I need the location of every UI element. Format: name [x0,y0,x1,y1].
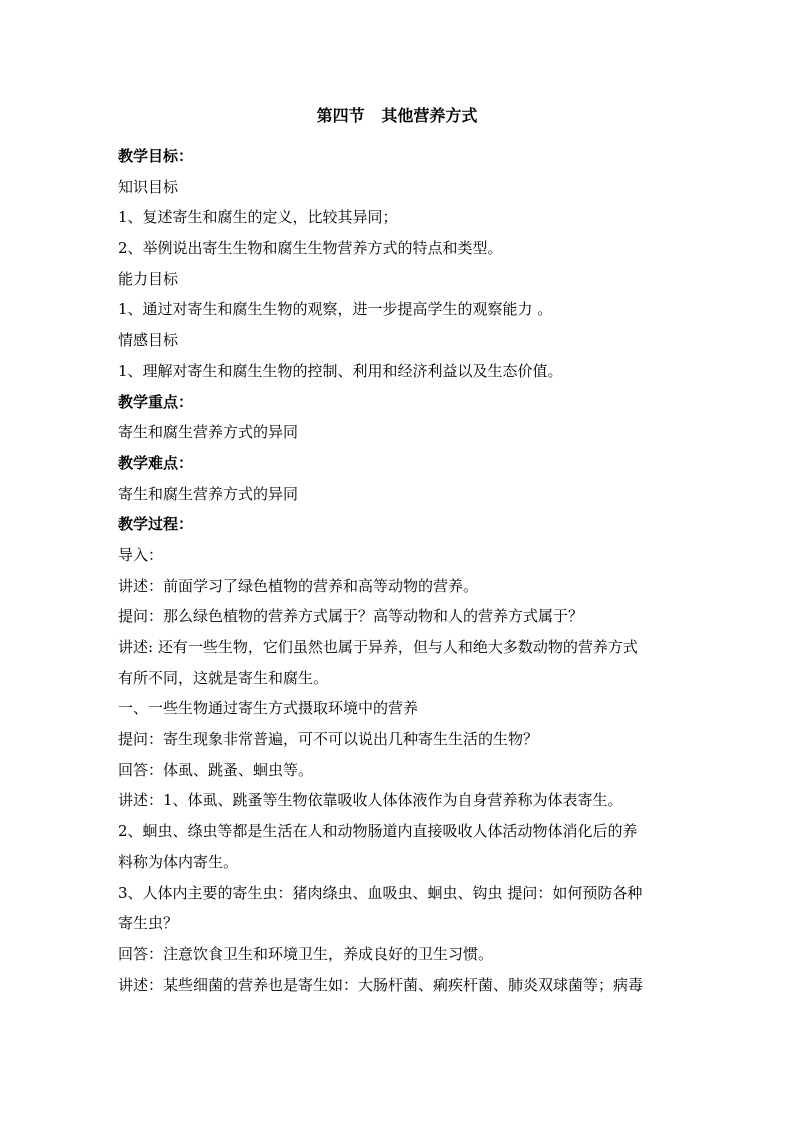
text-line: 讲述：某些细菌的营养也是寄生如：大肠杆菌、痢疾杆菌、肺炎双球菌等；病毒 [118,975,644,994]
text-line: 讲述：1、体虱、跳蚤等生物依靠吸收人体体液作为自身营养称为体表寄生。 [118,791,623,810]
text-line: 讲述: 还有一些生物，它们虽然也属于异养，但与人和绝大多数动物的营养方式 [118,638,638,656]
page-title: 第四节 其他营养方式 [316,106,478,125]
text-line: 寄生和腐生营养方式的异同 [118,423,299,442]
text-line: 2、举例说出寄生生物和腐生生物营养方式的特点和类型。 [118,239,503,258]
text-line: 提问：那么绿色植物的营养方式属于？高等动物和人的营养方式属于？ [118,607,584,626]
text-line: 1、复述寄生和腐生的定义，比较其异同； [118,208,398,227]
text-line: 提问：寄生现象非常普遍，可不可以说出几种寄生生活的生物？ [118,730,539,749]
text-line: 2、蛔虫、绦虫等都是生活在人和动物肠道内直接吸收人体活动物体消化后的养 [118,822,638,841]
text-line: 有所不同，这就是寄生和腐生。 [118,668,329,687]
text-line: 寄生和腐生营养方式的异同 [118,484,299,503]
text-line: 讲述：前面学习了绿色植物的营养和高等动物的营养。 [118,576,479,595]
text-line: 料称为体内寄生。 [118,852,239,871]
section-heading: 教学难点： [118,453,194,472]
document-body [118,141,680,1000]
text-line: 3、人体内主要的寄生虫：猪肉绦虫、血吸虫、蛔虫、钩虫 提问：如何预防各种 [118,883,643,902]
text-line: 1、理解对寄生和腐生生物的控制、利用和经济利益以及生态价值。 [118,361,563,380]
text-line: 回答：体虱、跳蚤、蛔虫等。 [118,760,314,779]
text-line: 寄生虫？ [118,914,179,933]
text-line: 一、一些生物通过寄生方式摄取环境中的营养 [118,699,419,718]
text-line: 知识目标 [118,177,179,196]
section-heading: 教学重点： [118,392,194,411]
text-line: 能力目标 [118,269,179,288]
text-line: 情感目标 [118,331,179,350]
text-line: 导入： [118,545,164,564]
section-heading: 教学过程： [118,515,194,534]
text-line: 1、通过对寄生和腐生生物的观察，进一步提高学生的观察能力 。 [118,300,553,319]
text-line: 回答：注意饮食卫生和环境卫生，养成良好的卫生习惯。 [118,944,494,963]
section-heading: 教学目标： [118,147,194,165]
